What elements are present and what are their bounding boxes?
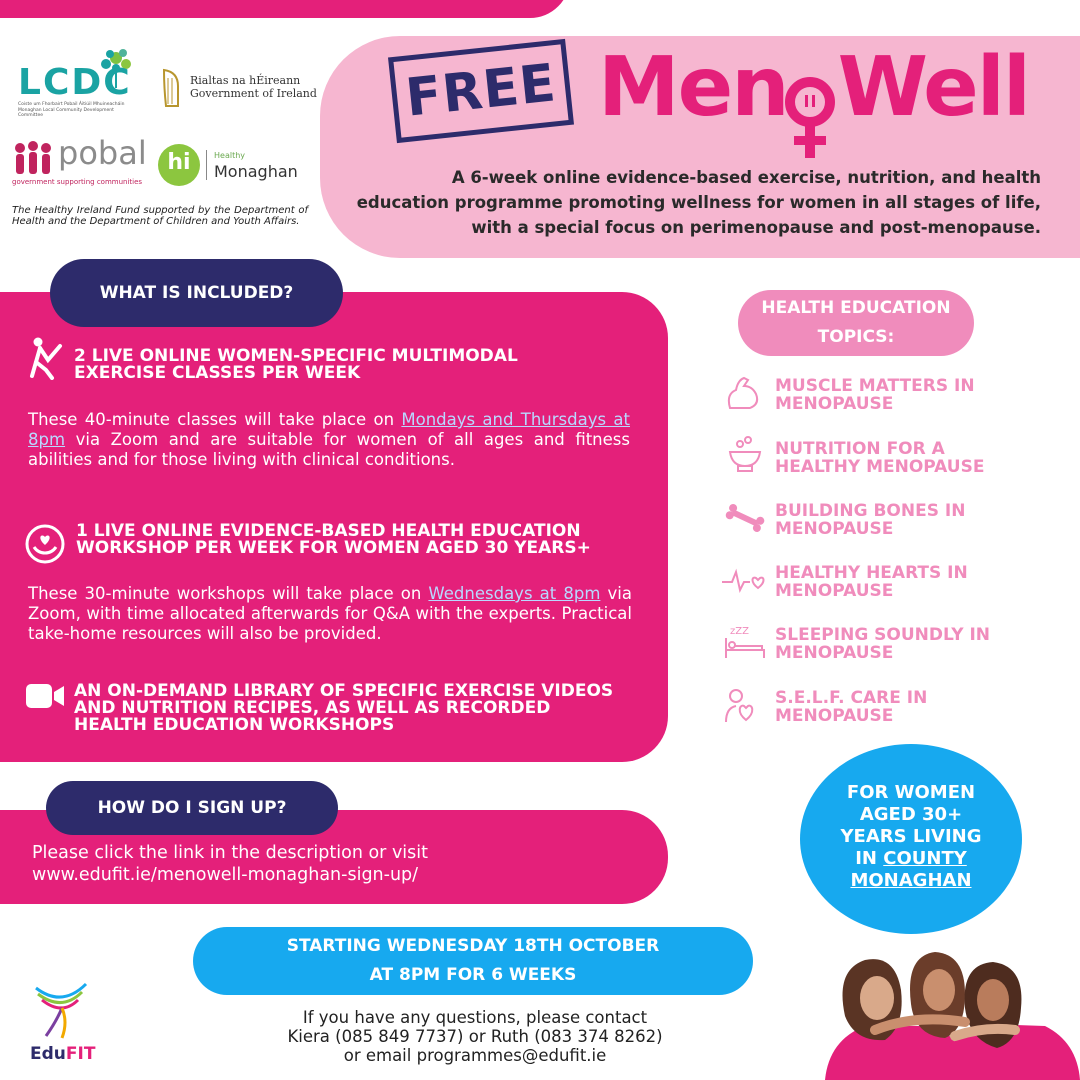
topic-muscle-line2: MENOPAUSE [775,394,894,414]
audience-county: COUNTY [883,848,967,869]
heartbeat-icon [722,560,768,600]
gov-line-english: Government of Ireland [190,87,317,100]
start-line1: STARTING WEDNESDAY 18TH OCTOBER [286,936,660,956]
health-topics-label [738,290,974,356]
topic-nutrition-line2: HEALTHY MENOPAUSE [775,457,985,477]
women-illustration [815,930,1080,1080]
contact-line3[interactable]: or email programmes@edufit.ie [343,1046,607,1065]
pobal-people-icon [12,140,54,176]
lcdc-subtitle: Coiste um Fhorbairt Pobail Áitiúil Mhuineacháin Monaghan Local Community Development Committee [18,102,125,118]
arm-muscle-icon [722,372,768,412]
audience-line4 [810,848,1012,870]
topic-hearts-line2: MENOPAUSE [775,581,894,601]
programme-description: A 6-week online evidence-based exercise, nutrition, and health education programme promoting wellness for women in all stages of life, with a special focus on perimenopause and post-menopause. [356,168,1041,237]
audience-in: IN [855,848,884,869]
gov-line-irish: Rialtas na hÉireann [190,74,301,87]
venus-symbol-icon [780,72,840,164]
fund-statement: The Healthy Ireland Fund supported by the Department of Health and the Department of Children and Youth Affairs. [12,205,308,227]
topics-label-line2: TOPICS: [817,327,895,347]
workshop-schedule-link[interactable]: Wednesdays at 8pm [428,584,601,603]
bowl-icon [722,434,768,474]
edufit-fit: FIT [65,1044,96,1064]
edufit-edu: Edu [30,1044,66,1064]
contact-line2: Kiera (085 849 7737) or Ruth (083 374 8262) [287,1027,663,1046]
topic-nutrition [775,440,1055,476]
healthy-ireland-logo: hi [158,144,200,186]
pobal-subtitle: government supporting communities [12,178,143,186]
workshop-text-end: via Zoom, with time allocated afterwards for Q&A with the experts. Practical take-home resources will also be provided. [28,584,632,643]
topic-sleep [775,626,1055,662]
signup-line: Please click the link in the description or visit [32,843,428,863]
how-do-i-sign-up-label: HOW DO I SIGN UP? [46,781,338,835]
topic-self-care-line2: MENOPAUSE [775,706,894,726]
topic-sleep-line2: MENOPAUSE [775,643,894,663]
audience-text [810,782,1012,892]
what-is-included-label: WHAT IS INCLUDED? [50,259,343,327]
edufit-logo [30,1044,95,1064]
heart-hands-icon [24,523,66,565]
svg-text:zZZ: zZZ [730,626,749,637]
video-camera-icon [26,682,64,710]
topic-self-care-line1: S.E.L.F. CARE IN [775,688,928,708]
logo-divider [206,150,207,180]
topic-muscle [775,377,1055,413]
contact-line1: If you have any questions, please contact [302,1008,648,1027]
workshop-text-start: These 30-minute workshops will take place on [28,584,429,603]
edufit-figure-icon [32,978,92,1042]
on-demand-library-heading: AN ON-DEMAND LIBRARY OF SPECIFIC EXERCISE VIDEOS AND NUTRITION RECIPES, AS WELL AS RECORDED HEALTH EDUCATION WORKSHOPS [74,681,614,735]
topic-self-care [775,689,1055,725]
bone-icon [722,498,768,538]
monaghan-label: Monaghan [214,162,298,181]
start-date-banner [193,927,753,995]
audience-line3: YEARS LIVING [840,826,982,847]
pobal-logo: pobal [58,134,147,172]
harp-icon [160,66,182,110]
topics-label-line1: HEALTH EDUCATION [761,298,951,318]
bed-icon [722,622,768,662]
title-part-well: Well [837,40,1029,135]
audience-line1: FOR WOMEN [846,782,976,803]
exercise-classes-text [28,410,630,470]
exercise-stretch-icon [26,336,64,380]
top-decor-strip [0,0,570,18]
topic-hearts [775,564,1055,600]
exercise-text-start: These 40-minute classes will take place on [28,410,402,429]
topic-muscle-line1: MUSCLE MATTERS IN [775,376,975,396]
topic-bones-line2: MENOPAUSE [775,519,894,539]
exercise-schedule-link[interactable]: Mondays and Thursdays at 8pm [28,410,630,449]
topic-bones-line1: BUILDING BONES IN [775,501,966,521]
government-logo [190,74,317,100]
topic-bones [775,502,1055,538]
topic-hearts-line1: HEALTHY HEARTS IN [775,563,968,583]
health-workshop-text [28,584,632,644]
lcdc-logo: LCDC [18,62,132,103]
contact-info [250,1008,700,1065]
health-workshop-heading: 1 LIVE ONLINE EVIDENCE-BASED HEALTH EDUCATION WORKSHOP PER WEEK FOR WOMEN AGED 30 YEARS+ [76,521,591,558]
topic-sleep-line1: SLEEPING SOUNDLY IN [775,625,990,645]
start-line2: AT 8PM FOR 6 WEEKS [369,965,577,985]
audience-line2: AGED 30+ [859,804,963,825]
exercise-text-end: via Zoom and are suitable for women of all ages and fitness abilities and for those living with clinical conditions. [28,430,630,469]
exercise-classes-heading: 2 LIVE ONLINE WOMEN-SPECIFIC MULTIMODAL EXERCISE CLASSES PER WEEK [74,346,518,383]
healthy-label: Healthy [214,151,246,160]
signup-url[interactable]: www.edufit.ie/menowell-monaghan-sign-up/ [32,865,419,885]
signup-instructions [32,842,632,886]
self-care-icon [722,686,768,726]
free-label: FREE [402,53,560,129]
audience-line5: MONAGHAN [850,870,972,891]
topic-nutrition-line1: NUTRITION FOR A [775,439,945,459]
title-part-men: Men [598,40,788,135]
